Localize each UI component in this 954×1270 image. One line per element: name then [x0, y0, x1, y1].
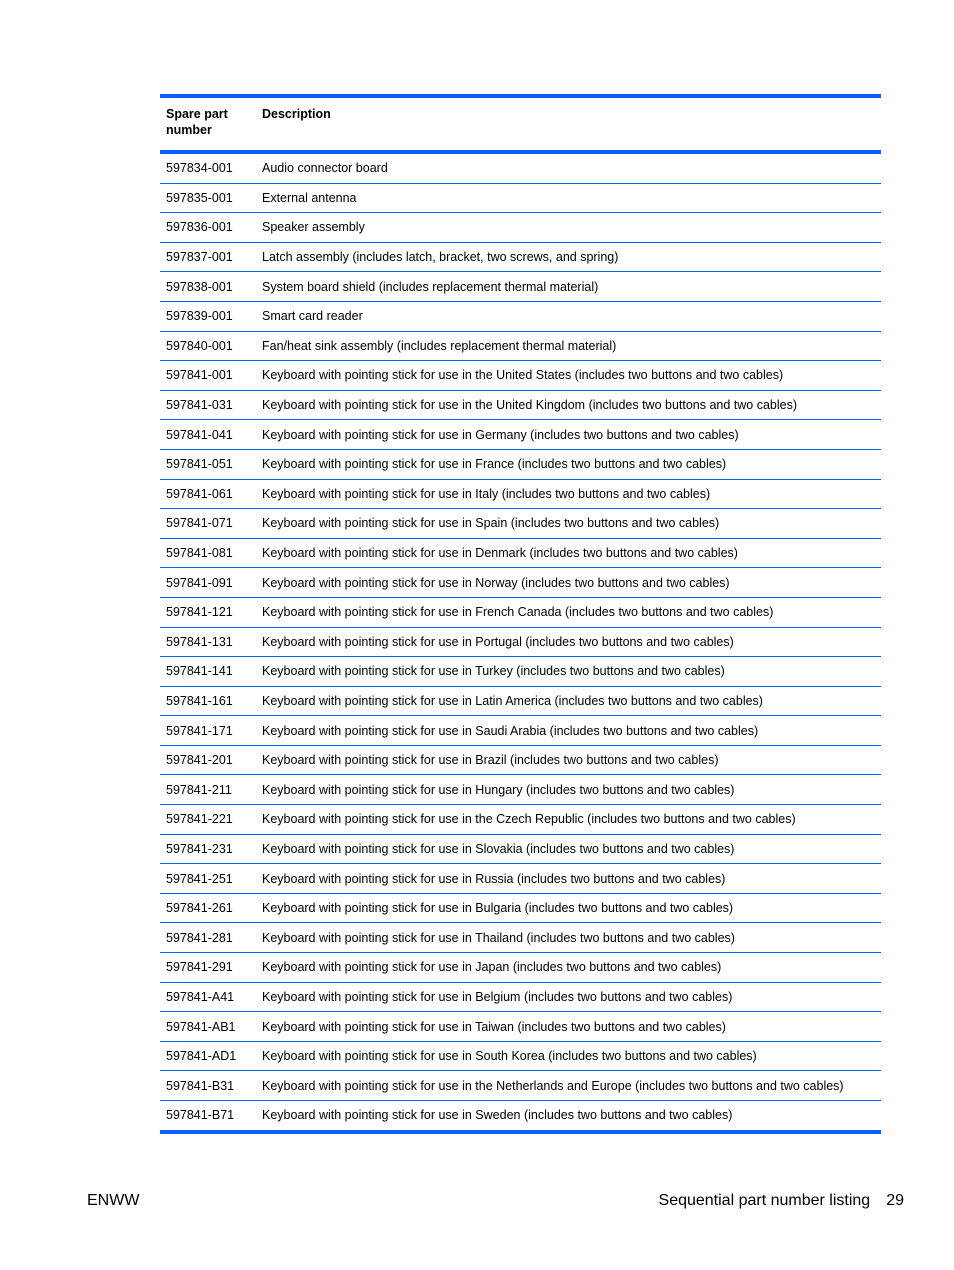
table-row	[160, 893, 881, 923]
spare-part-number-cell: 597841-251	[160, 864, 256, 894]
table-row	[160, 361, 881, 391]
spare-part-number-cell: 597841-121	[160, 597, 256, 627]
footer-publication-code: ENWW	[87, 1192, 140, 1209]
spare-part-number-cell: 597841-231	[160, 834, 256, 864]
spare-part-number-cell: 597841-261	[160, 893, 256, 923]
table-row	[160, 390, 881, 420]
description-cell: Keyboard with pointing stick for use in the Czech Republic (includes two buttons and two cables)	[256, 805, 881, 835]
header-row	[160, 96, 881, 152]
spare-part-number-cell: 597841-081	[160, 538, 256, 568]
table-row	[160, 213, 881, 243]
spare-part-number-cell: 597840-001	[160, 331, 256, 361]
spare-part-number-cell: 597841-A41	[160, 982, 256, 1012]
description-cell: Keyboard with pointing stick for use in the United States (includes two buttons and two cables)	[256, 361, 881, 391]
description-cell: Speaker assembly	[256, 213, 881, 243]
spare-part-number-cell: 597841-031	[160, 390, 256, 420]
description-cell: Keyboard with pointing stick for use in Bulgaria (includes two buttons and two cables)	[256, 893, 881, 923]
description-cell: Keyboard with pointing stick for use in Slovakia (includes two buttons and two cables)	[256, 834, 881, 864]
table-row	[160, 657, 881, 687]
table-row	[160, 420, 881, 450]
description-cell: Keyboard with pointing stick for use in Italy (includes two buttons and two cables)	[256, 479, 881, 509]
spare-part-number-cell: 597841-B71	[160, 1101, 256, 1132]
table-row	[160, 923, 881, 953]
description-cell: Keyboard with pointing stick for use in Hungary (includes two buttons and two cables)	[256, 775, 881, 805]
description-cell: Keyboard with pointing stick for use in South Korea (includes two buttons and two cables)	[256, 1041, 881, 1071]
description-cell: Keyboard with pointing stick for use in Sweden (includes two buttons and two cables)	[256, 1101, 881, 1132]
description-cell: Keyboard with pointing stick for use in France (includes two buttons and two cables)	[256, 449, 881, 479]
description-cell: Keyboard with pointing stick for use in Portugal (includes two buttons and two cables)	[256, 627, 881, 657]
description-cell: Keyboard with pointing stick for use in Latin America (includes two buttons and two cables)	[256, 686, 881, 716]
table-row	[160, 953, 881, 983]
spare-part-number-cell: 597841-141	[160, 657, 256, 687]
spare-part-number-cell: 597841-221	[160, 805, 256, 835]
table-row	[160, 183, 881, 213]
description-cell: Keyboard with pointing stick for use in French Canada (includes two buttons and two cables)	[256, 597, 881, 627]
table-row	[160, 1101, 881, 1132]
description-cell: Keyboard with pointing stick for use in Taiwan (includes two buttons and two cables)	[256, 1012, 881, 1042]
spare-part-number-cell: 597841-B31	[160, 1071, 256, 1101]
spare-part-number-cell: 597837-001	[160, 242, 256, 272]
description-cell: Keyboard with pointing stick for use in Japan (includes two buttons and two cables)	[256, 953, 881, 983]
description-cell: Keyboard with pointing stick for use in Germany (includes two buttons and two cables)	[256, 420, 881, 450]
spare-part-number-cell: 597841-171	[160, 716, 256, 746]
description-cell: Keyboard with pointing stick for use in Denmark (includes two buttons and two cables)	[256, 538, 881, 568]
header-description: Description	[256, 96, 881, 152]
description-cell: Keyboard with pointing stick for use in Norway (includes two buttons and two cables)	[256, 568, 881, 598]
spare-part-number-cell: 597841-001	[160, 361, 256, 391]
table-row	[160, 301, 881, 331]
description-cell: Keyboard with pointing stick for use in Belgium (includes two buttons and two cables)	[256, 982, 881, 1012]
table-row	[160, 982, 881, 1012]
description-cell: Fan/heat sink assembly (includes replacement thermal material)	[256, 331, 881, 361]
description-cell: System board shield (includes replacement thermal material)	[256, 272, 881, 302]
spare-part-number-cell: 597841-051	[160, 449, 256, 479]
table-row	[160, 805, 881, 835]
spare-part-number-cell: 597841-291	[160, 953, 256, 983]
table-row	[160, 568, 881, 598]
description-cell: Keyboard with pointing stick for use in the Netherlands and Europe (includes two buttons and two cables)	[256, 1071, 881, 1101]
table-row	[160, 745, 881, 775]
spare-part-number-cell: 597841-061	[160, 479, 256, 509]
description-cell: Audio connector board	[256, 152, 881, 183]
table-row	[160, 1041, 881, 1071]
table-body	[160, 152, 881, 1132]
description-cell: Keyboard with pointing stick for use in Spain (includes two buttons and two cables)	[256, 509, 881, 539]
spare-part-number-cell: 597841-281	[160, 923, 256, 953]
spare-part-number-cell: 597836-001	[160, 213, 256, 243]
table-row	[160, 152, 881, 183]
spare-part-number-cell: 597841-161	[160, 686, 256, 716]
footer-section-title: Sequential part number listing	[658, 1192, 871, 1209]
table-row	[160, 716, 881, 746]
spare-part-number-cell: 597839-001	[160, 301, 256, 331]
description-cell: Keyboard with pointing stick for use in the United Kingdom (includes two buttons and two cables)	[256, 390, 881, 420]
table-row	[160, 834, 881, 864]
table-row	[160, 331, 881, 361]
table-row	[160, 627, 881, 657]
table-row	[160, 686, 881, 716]
table-row	[160, 242, 881, 272]
table-row	[160, 479, 881, 509]
spare-part-number-cell: 597841-131	[160, 627, 256, 657]
page-number: 29	[886, 1192, 904, 1209]
parts-table	[160, 94, 881, 1134]
table-row	[160, 1012, 881, 1042]
table-row	[160, 538, 881, 568]
table-row	[160, 864, 881, 894]
description-cell: Keyboard with pointing stick for use in Saudi Arabia (includes two buttons and two cables)	[256, 716, 881, 746]
table-row	[160, 597, 881, 627]
spare-part-number-cell: 597841-071	[160, 509, 256, 539]
spare-part-number-cell: 597841-AD1	[160, 1041, 256, 1071]
spare-part-number-cell: 597841-AB1	[160, 1012, 256, 1042]
description-cell: Keyboard with pointing stick for use in Turkey (includes two buttons and two cables)	[256, 657, 881, 687]
spare-part-number-cell: 597841-211	[160, 775, 256, 805]
table-row	[160, 449, 881, 479]
table-row	[160, 1071, 881, 1101]
spare-part-number-cell: 597838-001	[160, 272, 256, 302]
description-cell: Keyboard with pointing stick for use in Brazil (includes two buttons and two cables)	[256, 745, 881, 775]
spare-part-number-cell: 597835-001	[160, 183, 256, 213]
spare-part-number-cell: 597834-001	[160, 152, 256, 183]
description-cell: Smart card reader	[256, 301, 881, 331]
spare-part-number-cell: 597841-201	[160, 745, 256, 775]
table-row	[160, 775, 881, 805]
spare-part-number-cell: 597841-041	[160, 420, 256, 450]
table-row	[160, 509, 881, 539]
footer-right	[659, 1192, 904, 1210]
header-spare-part-number: Spare part number	[160, 96, 256, 152]
table-row	[160, 272, 881, 302]
description-cell: Keyboard with pointing stick for use in Russia (includes two buttons and two cables)	[256, 864, 881, 894]
description-cell: External antenna	[256, 183, 881, 213]
description-cell: Latch assembly (includes latch, bracket, two screws, and spring)	[256, 242, 881, 272]
table-header	[160, 96, 881, 152]
spare-part-number-cell: 597841-091	[160, 568, 256, 598]
description-cell: Keyboard with pointing stick for use in Thailand (includes two buttons and two cables)	[256, 923, 881, 953]
